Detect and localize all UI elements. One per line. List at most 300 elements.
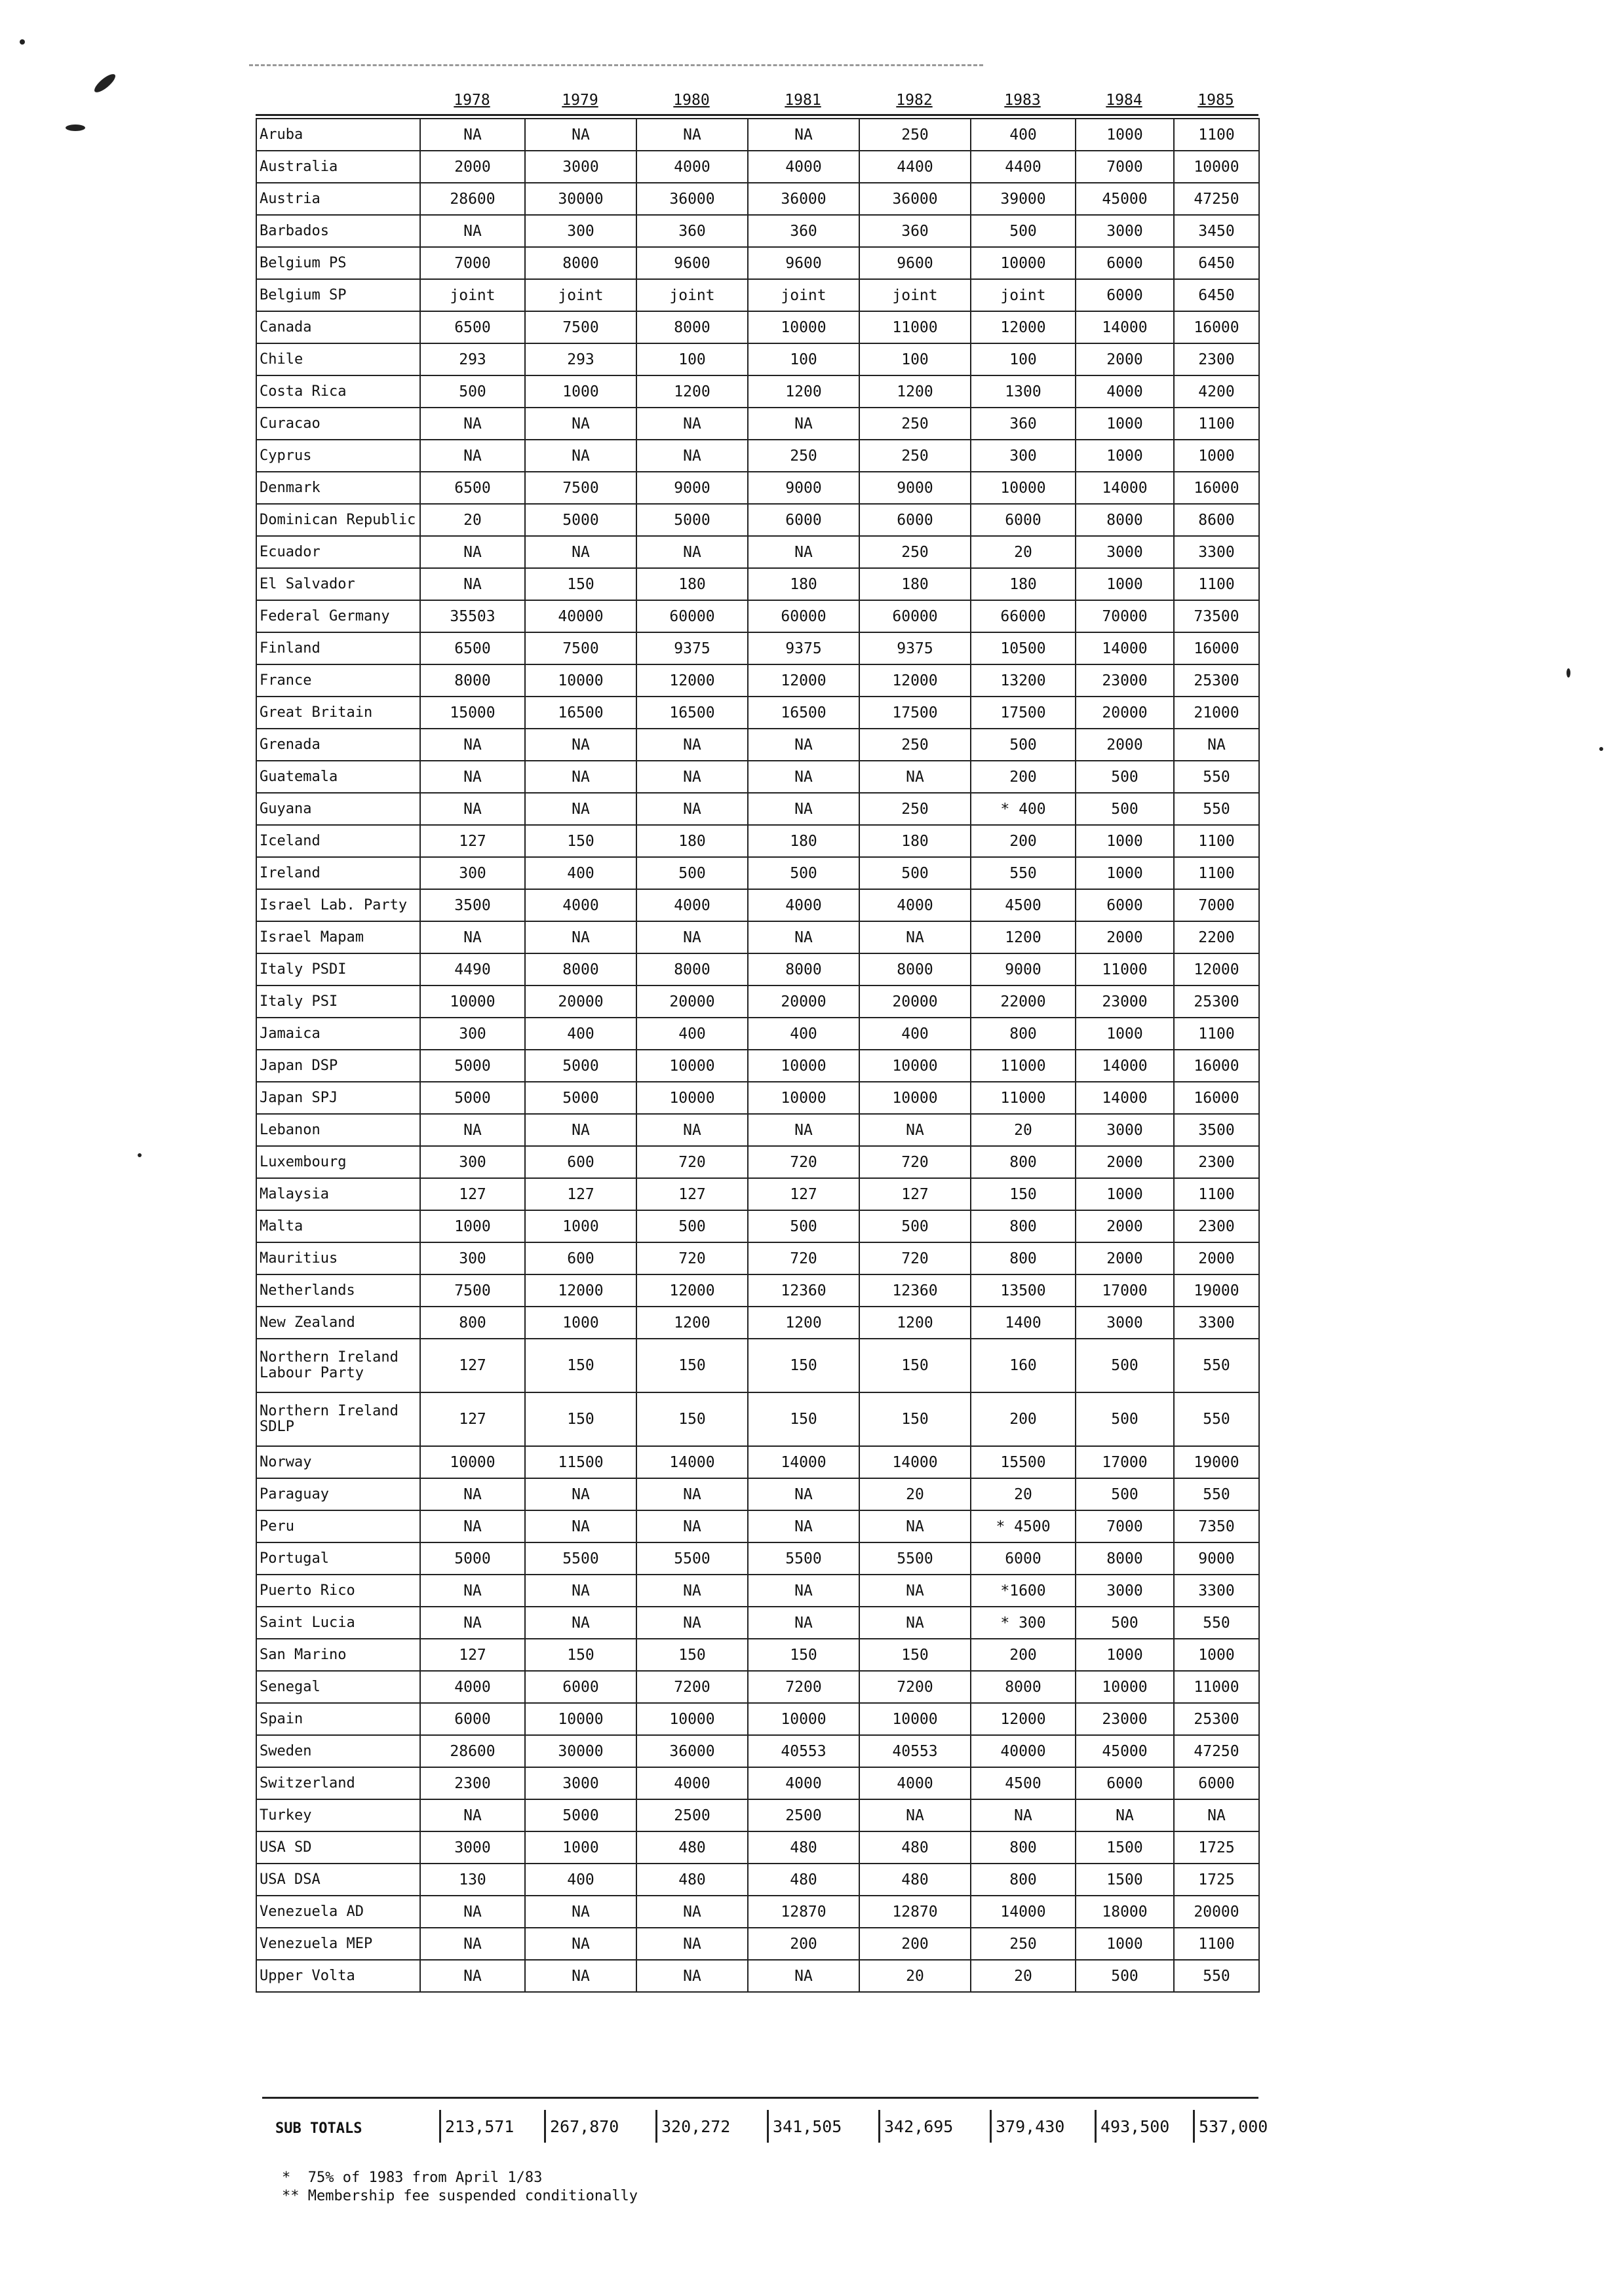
dues-cell-1985: 550: [1174, 1960, 1259, 1992]
dues-cell-1982: 6000: [859, 504, 971, 536]
country-party-cell: [256, 343, 420, 375]
dues-cell-1980: joint: [636, 279, 748, 311]
country-party-name: Italy PSDI: [260, 961, 347, 978]
dues-cell-1979: 5000: [525, 1799, 636, 1831]
dues-cell-1983: 20: [971, 536, 1076, 568]
dues-cell-1981: 480: [748, 1864, 859, 1896]
dues-cell-1979: 1000: [525, 1831, 636, 1864]
dues-cell-1985: 1100: [1174, 857, 1259, 889]
dues-cell-1982: 1200: [859, 1307, 971, 1339]
table-row: [256, 664, 1259, 697]
dues-cell-1984: 8000: [1076, 504, 1174, 536]
dues-cell-1985: 25300: [1174, 985, 1259, 1018]
table-row: [256, 793, 1259, 825]
dues-cell-1980: 720: [636, 1146, 748, 1178]
dues-cell-1978: 7000: [420, 247, 525, 279]
dues-cell-1979: 8000: [525, 953, 636, 985]
country-party-cell: [256, 985, 420, 1018]
dues-cell-1981: 4000: [748, 889, 859, 921]
year-header: 1979: [562, 92, 598, 109]
dues-cell-1985: 2300: [1174, 1210, 1259, 1242]
dues-cell-1978: 300: [420, 857, 525, 889]
dues-cell-1979: 150: [525, 1639, 636, 1671]
table-row: [256, 1703, 1259, 1735]
dues-cell-1981: 8000: [748, 953, 859, 985]
dues-cell-1979: 3000: [525, 151, 636, 183]
table-row: [256, 1864, 1259, 1896]
table-row: [256, 215, 1259, 247]
country-party-cell: [256, 1831, 420, 1864]
dues-cell-1981: 10000: [748, 1703, 859, 1735]
dues-cell-1978: NA: [420, 1510, 525, 1542]
dues-cell-1978: NA: [420, 793, 525, 825]
dues-cell-1981: NA: [748, 793, 859, 825]
dues-cell-1985: 550: [1174, 1607, 1259, 1639]
dues-cell-1983: 1400: [971, 1307, 1076, 1339]
dues-cell-1980: 100: [636, 343, 748, 375]
dues-cell-1982: 10000: [859, 1703, 971, 1735]
dues-cell-1981: NA: [748, 1575, 859, 1607]
dues-cell-1985: 2200: [1174, 921, 1259, 953]
country-party-cell: [256, 1960, 420, 1992]
country-party-name: Malaysia: [260, 1185, 329, 1202]
dues-cell-1981: 16500: [748, 697, 859, 729]
dues-cell-1980: 5500: [636, 1542, 748, 1575]
dues-cell-1982: 4000: [859, 1767, 971, 1799]
dues-cell-1979: 293: [525, 343, 636, 375]
totals-rule: [262, 2097, 1258, 2099]
dues-cell-1985: 550: [1174, 1339, 1259, 1392]
country-party-cell: [256, 857, 420, 889]
dues-cell-1985: 1100: [1174, 1928, 1259, 1960]
dues-cell-1980: 9600: [636, 247, 748, 279]
country-party-cell: [256, 1146, 420, 1178]
dues-cell-1984: 70000: [1076, 600, 1174, 632]
country-party-name: Costa Rica: [260, 383, 347, 400]
dues-cell-1983: 4500: [971, 889, 1076, 921]
dues-cell-1983: 12000: [971, 311, 1076, 343]
dues-cell-1983: 13500: [971, 1274, 1076, 1307]
dues-cell-1982: 60000: [859, 600, 971, 632]
dues-cell-1983: 66000: [971, 600, 1076, 632]
dues-cell-1980: 150: [636, 1639, 748, 1671]
country-party-cell: [256, 375, 420, 408]
dues-cell-1978: 2300: [420, 1767, 525, 1799]
dues-cell-1980: 8000: [636, 311, 748, 343]
dues-cell-1978: 300: [420, 1146, 525, 1178]
dues-cell-1980: 20000: [636, 985, 748, 1018]
dues-cell-1982: 10000: [859, 1082, 971, 1114]
country-party-cell: [256, 1896, 420, 1928]
dues-cell-1979: NA: [525, 1575, 636, 1607]
dues-cell-1983: * 300: [971, 1607, 1076, 1639]
dues-cell-1981: 12870: [748, 1896, 859, 1928]
dues-cell-1978: 35503: [420, 600, 525, 632]
table-row: [256, 1575, 1259, 1607]
dues-cell-1983: 12000: [971, 1703, 1076, 1735]
dues-cell-1984: 500: [1076, 1607, 1174, 1639]
dues-cell-1983: 20: [971, 1478, 1076, 1510]
table-row: [256, 568, 1259, 600]
table-row: [256, 1050, 1259, 1082]
table-row: [256, 1082, 1259, 1114]
dues-cell-1982: 1200: [859, 375, 971, 408]
dues-cell-1983: 200: [971, 761, 1076, 793]
country-party-name: USA DSA: [260, 1871, 321, 1888]
year-header: 1978: [454, 92, 490, 109]
dues-cell-1983: 13200: [971, 664, 1076, 697]
dues-cell-1985: NA: [1174, 1799, 1259, 1831]
dues-cell-1982: 250: [859, 408, 971, 440]
country-party-name: Dominican Republic: [260, 511, 416, 528]
dues-cell-1979: NA: [525, 1607, 636, 1639]
dues-cell-1985: 1000: [1174, 1639, 1259, 1671]
dues-cell-1981: 4000: [748, 1767, 859, 1799]
dues-cell-1979: 1000: [525, 1307, 636, 1339]
dues-cell-1984: 7000: [1076, 151, 1174, 183]
dues-cell-1978: 3000: [420, 1831, 525, 1864]
dues-cell-1984: 500: [1076, 1960, 1174, 1992]
country-party-name: Spain: [260, 1710, 303, 1727]
dues-cell-1980: 36000: [636, 183, 748, 215]
dues-cell-1985: 7350: [1174, 1510, 1259, 1542]
dues-cell-1981: 480: [748, 1831, 859, 1864]
country-party-name: Peru: [260, 1518, 294, 1535]
dues-cell-1978: NA: [420, 1478, 525, 1510]
dues-cell-1983: * 4500: [971, 1510, 1076, 1542]
dues-cell-1983: 1200: [971, 921, 1076, 953]
country-party-cell: [256, 183, 420, 215]
dues-cell-1985: 19000: [1174, 1274, 1259, 1307]
dues-cell-1985: 1100: [1174, 825, 1259, 857]
dues-cell-1985: 47250: [1174, 1735, 1259, 1767]
dues-cell-1980: 9000: [636, 472, 748, 504]
dues-cell-1979: NA: [525, 761, 636, 793]
country-party-cell: [256, 1018, 420, 1050]
country-party-cell: [256, 1050, 420, 1082]
dues-cell-1981: 150: [748, 1639, 859, 1671]
table-row: [256, 119, 1259, 151]
country-party-name: Barbados: [260, 222, 329, 239]
dues-cell-1983: 200: [971, 1392, 1076, 1446]
dues-cell-1984: 500: [1076, 793, 1174, 825]
dues-cell-1985: 1100: [1174, 1178, 1259, 1210]
subtotals-label: SUB TOTALS: [275, 2120, 362, 2137]
country-party-name: Canada: [260, 318, 312, 335]
country-party-name: Upper Volta: [260, 1967, 355, 1984]
subtotal-value: 537,000: [1193, 2110, 1278, 2143]
table-row: [256, 953, 1259, 985]
country-party-name: Australia: [260, 158, 338, 175]
dues-cell-1984: 1000: [1076, 825, 1174, 857]
country-party-name: Sweden: [260, 1742, 312, 1759]
country-party-name: San Marino: [260, 1646, 347, 1663]
dues-cell-1979: 10000: [525, 664, 636, 697]
dues-cell-1983: 800: [971, 1864, 1076, 1896]
dues-cell-1982: 250: [859, 793, 971, 825]
dues-cell-1982: 20: [859, 1478, 971, 1510]
country-party-cell: [256, 729, 420, 761]
country-party-name: El Salvador: [260, 575, 355, 592]
footnote: * 75% of 1983 from April 1/83: [282, 2170, 543, 2186]
dues-cell-1982: 360: [859, 215, 971, 247]
dues-cell-1984: 23000: [1076, 664, 1174, 697]
country-party-cell: [256, 1274, 420, 1307]
country-party-cell: [256, 1339, 420, 1392]
dues-cell-1982: 12360: [859, 1274, 971, 1307]
dues-cell-1982: 9600: [859, 247, 971, 279]
country-party-name: Switzerland: [260, 1774, 355, 1791]
country-party-name: Chile: [260, 351, 303, 368]
country-party-name: Israel Mapam: [260, 928, 364, 946]
table-row: [256, 729, 1259, 761]
table-row: [256, 600, 1259, 632]
dues-cell-1979: 6000: [525, 1671, 636, 1703]
dues-cell-1978: 10000: [420, 985, 525, 1018]
dues-cell-1980: 4000: [636, 1767, 748, 1799]
country-party-name: Federal Germany: [260, 607, 390, 624]
footnotes: [282, 2169, 638, 2206]
dues-cell-1985: 73500: [1174, 600, 1259, 632]
dues-cell-1979: 600: [525, 1242, 636, 1274]
dues-cell-1981: NA: [748, 1478, 859, 1510]
dues-cell-1981: 250: [748, 440, 859, 472]
dues-cell-1978: 800: [420, 1307, 525, 1339]
table-row: [256, 1510, 1259, 1542]
dues-cell-1978: NA: [420, 536, 525, 568]
dues-cell-1983: 800: [971, 1146, 1076, 1178]
dues-cell-1981: NA: [748, 1114, 859, 1146]
country-party-cell: [256, 1735, 420, 1767]
dues-cell-1983: 800: [971, 1018, 1076, 1050]
dues-cell-1979: 150: [525, 825, 636, 857]
dues-cell-1980: 10000: [636, 1703, 748, 1735]
dues-cell-1978: 4000: [420, 1671, 525, 1703]
table-row: [256, 1767, 1259, 1799]
dues-cell-1982: NA: [859, 761, 971, 793]
dues-cell-1982: 11000: [859, 311, 971, 343]
year-header: 1985: [1197, 92, 1234, 109]
dues-cell-1985: 16000: [1174, 632, 1259, 664]
table-row: [256, 183, 1259, 215]
dues-cell-1985: NA: [1174, 729, 1259, 761]
dues-cell-1982: 180: [859, 825, 971, 857]
country-party-cell: [256, 1575, 420, 1607]
dues-cell-1978: NA: [420, 408, 525, 440]
dues-cell-1984: 1000: [1076, 408, 1174, 440]
dues-cell-1978: 6500: [420, 472, 525, 504]
dues-cell-1978: 3500: [420, 889, 525, 921]
country-party-cell: [256, 1178, 420, 1210]
dues-cell-1979: 7500: [525, 472, 636, 504]
dues-cell-1983: 15500: [971, 1446, 1076, 1478]
dues-cell-1978: NA: [420, 215, 525, 247]
dues-cell-1978: 130: [420, 1864, 525, 1896]
country-party-cell: [256, 151, 420, 183]
dues-cell-1980: 150: [636, 1392, 748, 1446]
dues-cell-1984: 500: [1076, 1392, 1174, 1446]
dues-cell-1984: 1000: [1076, 857, 1174, 889]
dues-cell-1980: 480: [636, 1864, 748, 1896]
dues-cell-1984: 1000: [1076, 1018, 1174, 1050]
dues-cell-1984: 1000: [1076, 119, 1174, 151]
subtotal-value: 213,571: [439, 2110, 544, 2143]
dues-cell-1978: 127: [420, 1339, 525, 1392]
dues-cell-1980: NA: [636, 1607, 748, 1639]
dues-cell-1983: 4400: [971, 151, 1076, 183]
dues-cell-1981: 10000: [748, 311, 859, 343]
dues-cell-1979: NA: [525, 729, 636, 761]
dues-cell-1981: 127: [748, 1178, 859, 1210]
dues-cell-1978: 5000: [420, 1542, 525, 1575]
dues-cell-1985: 19000: [1174, 1446, 1259, 1478]
dues-cell-1980: NA: [636, 440, 748, 472]
dues-cell-1983: 500: [971, 215, 1076, 247]
subtotal-value: 342,695: [878, 2110, 990, 2143]
dues-cell-1979: 16500: [525, 697, 636, 729]
year-header: 1982: [896, 92, 933, 109]
dues-cell-1978: NA: [420, 921, 525, 953]
dues-cell-1983: 10500: [971, 632, 1076, 664]
country-party-name: Iceland: [260, 832, 321, 849]
subtotal-value: 267,870: [544, 2110, 655, 2143]
dues-cell-1978: 5000: [420, 1050, 525, 1082]
dues-cell-1978: 15000: [420, 697, 525, 729]
dues-cell-1981: 180: [748, 825, 859, 857]
dues-cell-1985: 16000: [1174, 1050, 1259, 1082]
dues-cell-1982: NA: [859, 1114, 971, 1146]
dues-cell-1980: 9375: [636, 632, 748, 664]
country-party-cell: [256, 793, 420, 825]
dues-cell-1985: 7000: [1174, 889, 1259, 921]
dues-cell-1985: 2300: [1174, 343, 1259, 375]
dues-cell-1985: 6450: [1174, 279, 1259, 311]
dues-cell-1982: 720: [859, 1242, 971, 1274]
table-row: [256, 1735, 1259, 1767]
dues-cell-1978: NA: [420, 119, 525, 151]
dues-cell-1978: NA: [420, 1799, 525, 1831]
dues-cell-1985: 3450: [1174, 215, 1259, 247]
dues-cell-1980: NA: [636, 408, 748, 440]
dues-cell-1980: 720: [636, 1242, 748, 1274]
dues-cell-1981: NA: [748, 536, 859, 568]
header-rule: [256, 114, 1258, 116]
country-party-cell: [256, 1392, 420, 1446]
dues-cell-1982: NA: [859, 1799, 971, 1831]
dues-cell-1985: 550: [1174, 1478, 1259, 1510]
country-party-name: Belgium PS: [260, 254, 347, 271]
dues-cell-1978: 28600: [420, 183, 525, 215]
table-row: [256, 440, 1259, 472]
country-party-cell: [256, 1703, 420, 1735]
country-party-name: Saint Lucia: [260, 1614, 355, 1631]
country-party-name: Northern Ireland: [260, 1349, 399, 1366]
dues-cell-1983: 4500: [971, 1767, 1076, 1799]
dues-cell-1981: NA: [748, 729, 859, 761]
country-party-cell: [256, 1210, 420, 1242]
dues-cell-1985: 16000: [1174, 1082, 1259, 1114]
dues-cell-1984: 500: [1076, 1339, 1174, 1392]
dues-cell-1984: 2000: [1076, 921, 1174, 953]
dues-cell-1985: 1000: [1174, 440, 1259, 472]
dues-cell-1982: 14000: [859, 1446, 971, 1478]
dues-cell-1983: 39000: [971, 183, 1076, 215]
dues-cell-1982: 8000: [859, 953, 971, 985]
dues-cell-1979: joint: [525, 279, 636, 311]
dues-cell-1981: 7200: [748, 1671, 859, 1703]
dues-cell-1984: 500: [1076, 761, 1174, 793]
country-party-cell: [256, 825, 420, 857]
dues-cell-1980: 480: [636, 1831, 748, 1864]
country-party-cell: [256, 1799, 420, 1831]
dues-cell-1978: 127: [420, 825, 525, 857]
dues-cell-1982: 480: [859, 1864, 971, 1896]
dues-cell-1979: NA: [525, 1960, 636, 1992]
dues-cell-1981: 5500: [748, 1542, 859, 1575]
dues-cell-1984: 6000: [1076, 247, 1174, 279]
country-party-cell: [256, 1639, 420, 1671]
dues-cell-1982: 40553: [859, 1735, 971, 1767]
dues-cell-1979: 3000: [525, 1767, 636, 1799]
dues-cell-1979: 5000: [525, 504, 636, 536]
dues-cell-1979: NA: [525, 1510, 636, 1542]
dues-cell-1980: NA: [636, 1896, 748, 1928]
dues-cell-1985: 1725: [1174, 1864, 1259, 1896]
country-party-cell: [256, 1864, 420, 1896]
dues-cell-1982: NA: [859, 921, 971, 953]
dues-cell-1979: 300: [525, 215, 636, 247]
dues-cell-1985: 25300: [1174, 664, 1259, 697]
dues-cell-1980: 7200: [636, 1671, 748, 1703]
country-party-name: France: [260, 672, 312, 689]
dues-cell-1978: NA: [420, 729, 525, 761]
dues-cell-1978: 6500: [420, 632, 525, 664]
dues-cell-1980: NA: [636, 1960, 748, 1992]
dues-cell-1981: 12000: [748, 664, 859, 697]
dues-cell-1983: 500: [971, 729, 1076, 761]
dues-cell-1984: 4000: [1076, 375, 1174, 408]
country-party-name: Venezuela AD: [260, 1903, 364, 1920]
country-party-name: Portugal: [260, 1550, 329, 1567]
subtotal-value: 379,430: [990, 2110, 1095, 2143]
dues-cell-1980: NA: [636, 1928, 748, 1960]
dues-cell-1981: 2500: [748, 1799, 859, 1831]
country-party-name: Puerto Rico: [260, 1582, 355, 1599]
dues-cell-1984: 23000: [1076, 985, 1174, 1018]
dues-cell-1981: NA: [748, 1607, 859, 1639]
year-header: 1981: [785, 92, 821, 109]
dues-cell-1983: 200: [971, 1639, 1076, 1671]
subtotal-value: 341,505: [767, 2110, 878, 2143]
dues-cell-1985: 550: [1174, 1392, 1259, 1446]
table-row: [256, 1307, 1259, 1339]
dues-cell-1981: NA: [748, 119, 859, 151]
dues-cell-1979: 4000: [525, 889, 636, 921]
dues-cell-1980: NA: [636, 761, 748, 793]
dues-cell-1979: 8000: [525, 247, 636, 279]
country-party-cell: [256, 1607, 420, 1639]
dues-cell-1979: NA: [525, 440, 636, 472]
country-party-name: Luxembourg: [260, 1153, 347, 1170]
dues-cell-1980: 400: [636, 1018, 748, 1050]
country-party-name: Italy PSI: [260, 993, 338, 1010]
dues-cell-1979: 600: [525, 1146, 636, 1178]
dues-cell-1979: 7500: [525, 632, 636, 664]
dues-cell-1983: NA: [971, 1799, 1076, 1831]
table-row: [256, 825, 1259, 857]
dues-cell-1984: 2000: [1076, 1146, 1174, 1178]
dues-cell-1982: 250: [859, 119, 971, 151]
